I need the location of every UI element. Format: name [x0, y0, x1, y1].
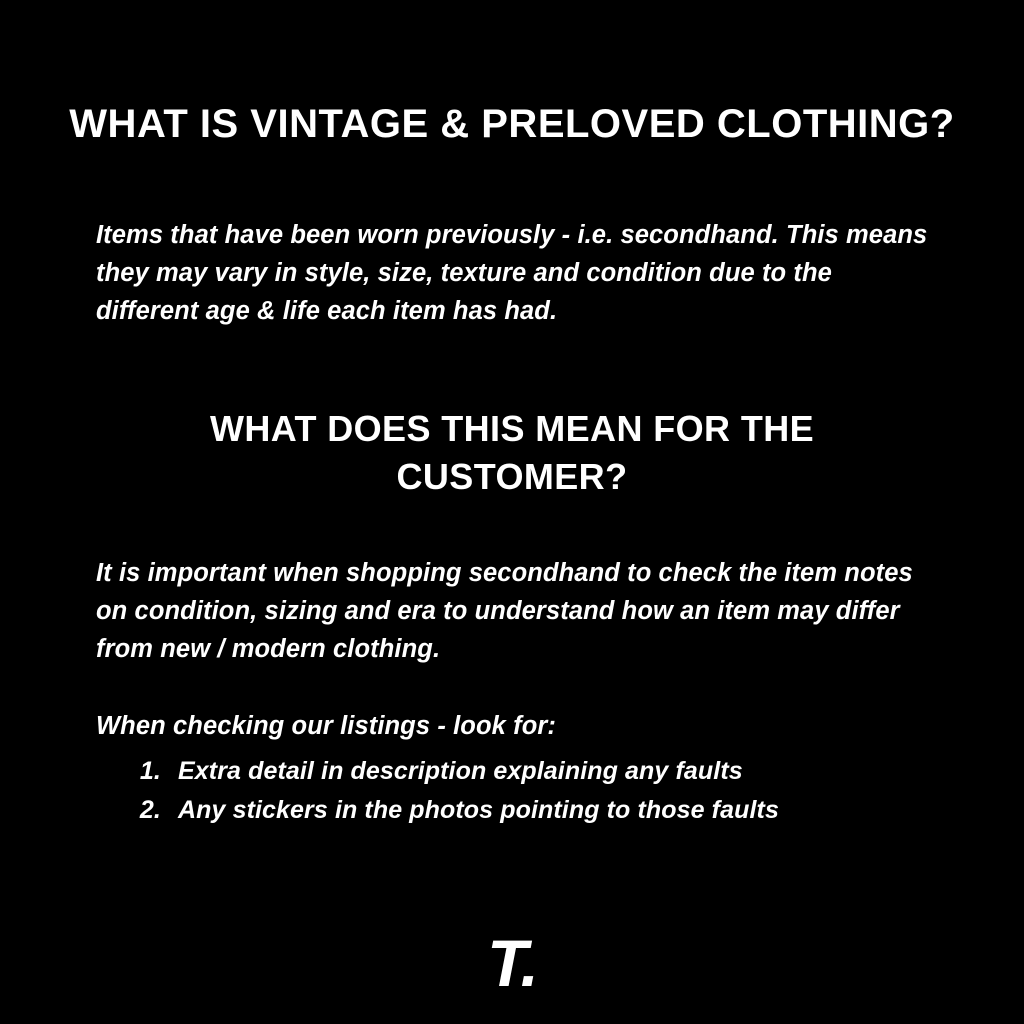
- listings-prompt: When checking our listings - look for:: [96, 711, 556, 740]
- list-item: 1. Extra detail in description explaining any faults: [168, 752, 998, 791]
- section-heading-customer: WHAT DOES THIS MEAN FOR THE CUSTOMER?: [209, 407, 815, 498]
- brand-logo: T.: [487, 926, 537, 1000]
- list-item: 2. Any stickers in the photos pointing to those faults: [168, 791, 998, 830]
- page-title: WHAT IS VINTAGE & PRELOVED CLOTHING?: [69, 101, 955, 146]
- checklist: [120, 752, 998, 830]
- intro-paragraph: Items that have been worn previously - i.e. secondhand. This means they may vary in style, size, texture and condition due to the different age & life each item has had.: [96, 220, 928, 325]
- customer-paragraph: It is important when shopping secondhand to check the item notes on condition, sizing and era to understand how an item may differ from new / modern clothing.: [96, 558, 913, 663]
